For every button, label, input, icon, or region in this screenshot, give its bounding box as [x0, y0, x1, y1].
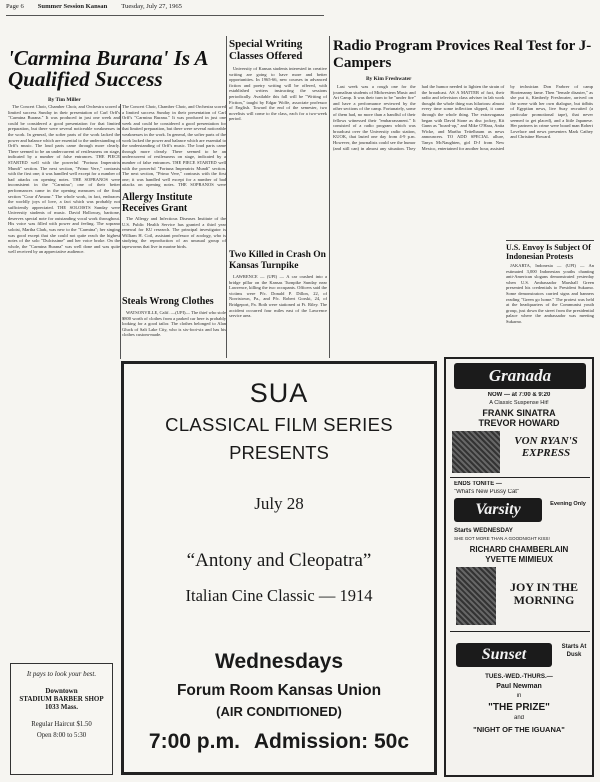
granada-logo: Granada	[454, 363, 586, 389]
granada-star2: TREVOR HOWARD	[478, 418, 560, 428]
carmina-body: The Concert Choir, Chamber Choir, and Orchestra scored a limited success Sunday in their presentation of Carl Orff's "Carmina Burana." It was produced in just one week and could be considered a good presentation for that limited preparation, but there were several noticeable weaknesses in the work. In general, the softer parts of the work lacked the power and balance which are essential to the understanding of Orff's music. The loud parts came through more clearly. There seemed to be an undercurrent of restlessness on stage, indicated by a number of false entrances. THE PIECE STARTED well with the powerful "Fortuna Imperatrix Mundi" section. The next section, "Primo Vere," contrasts with the first one; it was handled well except for a number of bad attacks on opening notes. THE SOPRANOS were inconsistent in the "Carmina"; one of their better performances came in the opening measures of the final section "Cour d'Amour." The whole work, in fact, embraces the worldly joys of love, a fact which was probably not sufficiently appreciated. THE SOLOISTS Sunday were University students of music. David Holloway, baritone, deserves special note for outstanding vocal work throughout. His voice was filled with power and feeling. The soprano soloist, Martha Clark, was new to the "Carmina"; her singing was good except that she could not quite reach the highest notes of the solo "Dulcissime" and her voice broke. On the whole, the "Carmina Burana" was well done and was quite well received by an appreciative audience.	[8, 104, 120, 255]
sua-film-desc: Italian Cine Classic — 1914	[185, 586, 373, 605]
column-rule	[329, 36, 330, 358]
carmina-body-continued: The Concert Choir, Chamber Choir, and Orchestra scored a limited success Sunday in their presentation of Carl Orff's "Carmina Burana." It was produced in just one week and could be considered a good presentation for that limited preparation, but there were several noticeable weaknesses in the work. In general, the softer parts of the work lacked the power and balance which are essential to the understanding of Orff's music. The loud parts came through more clearly. There seemed to be an undercurrent of restlessness on stage, indicated by a number of false entrances. THE PIECE STARTED well with the powerful "Fortuna Imperatrix Mundi" section. The next section, "Primo Vere," contrasts with the first one; it was handled well except for a number of bad attacks on opening notes. THE SOPRANOS were	[122, 104, 226, 188]
sua-venue: Forum Room Kansas Union	[176, 682, 382, 699]
sua-time: 7:00 p.m.	[148, 730, 240, 753]
carmina-byline: By Tim Miller	[48, 97, 81, 103]
varsity-starts: Starts WEDNESDAY	[454, 527, 513, 534]
sua-org: SUA	[249, 378, 309, 408]
writing-headline: Special Writing Classes Offered	[229, 38, 303, 62]
sunset-logo: Sunset	[456, 643, 552, 667]
issue-date: Tuesday, July 27, 1965	[121, 3, 182, 10]
radio-headline: Radio Program Provices Real Test for J-Campers	[333, 38, 592, 71]
varsity-show: Evening Only	[550, 501, 586, 507]
sua-admission: Admission: 50c	[253, 730, 410, 753]
envoy-headline: U.S. Envoy Is Subject Of Indonesian Protests	[506, 240, 594, 261]
paper-name: Summer Session Kansan	[37, 3, 108, 10]
varsity-star1: RICHARD CHAMBERLAIN	[469, 545, 569, 554]
sua-date: July 28	[254, 494, 304, 513]
column-rule	[120, 104, 121, 359]
granada-photo	[452, 431, 500, 473]
steals-headline: Steals Wrong Clothes	[122, 296, 214, 307]
granada-tag: A Classic Suspense Hit!	[489, 400, 549, 406]
granada-title: VON RYAN'S EXPRESS	[514, 435, 578, 459]
varsity-star2: YVETTE MIMIEUX	[485, 555, 553, 564]
sunset-in: in	[516, 693, 522, 699]
sua-series: CLASSICAL FILM SERIES	[165, 414, 393, 435]
masthead-rule	[6, 15, 324, 16]
writing-body: University of Kansas students interested in creative writing are going to have more and better opportunities. In 1965-66, new courses in advanced fiction and poetry writing will be offered, with established writers instructing the sessions periodically. Available this fall will be "Writing of Fiction," taught by Edgar Wolfe, associate professor of English. Toward the end of the semester, two novelists will come to the class, each for a two-week period.	[229, 66, 327, 122]
ad-divider	[450, 631, 590, 632]
movie-ads	[444, 357, 594, 777]
granada-star1: FRANK SINATRA	[482, 408, 556, 418]
varsity-photo	[456, 567, 496, 625]
radio-body: Last week was a rough one for the journalism students of Midwestern Music and Art Camp. It was their turn to be "under fire" and have a performance reviewed by the other sections of the camp. Fortunately, some of them had, no more than a handful of their fellows witnessed their "embarrassment." It consisted of a radio program which was broadcast over the University radio station, KUOK, that lasted one day from 4-9 p.m. However, the journalists could see the humor (and still can) in almost any situation. They had the humor needed to lighten the strain of the broadcast. AS A MATTER of fact, their radio and television class adviser in lab work thought the whole thing was hilarious: almost every time some inflection slipped, it came through the whole thing. The extravaganza began with David Stone as disc jockey, Kit Gunn as "board-op," and Mike O'Hara, Anita Wicke, and Martha Teitelbaum as news announcers. TO ADD SPECIAL allure, Tanya McNaughten, girl D-J from New Mexico, entertained for another hour, assisted by technician Don Farbrer of camp Hootenanny fame. Then "female disaster," as she put it, Kimberly Freshwater, arrived on the scene with her own dialogue, but tidbits of Egyptian news, live Suzy recruited (a particular promotional tape), that never seemed to get placed), and a little Japanese. Her partners in crime were board man Robert Lovelace and news presenters Mark Cathey and Christine Howard.	[333, 84, 593, 151]
radio-byline: By Kim Freshwater	[366, 76, 412, 82]
sunset-title1: "THE PRIZE"	[488, 702, 550, 713]
sua-ac: (AIR CONDITIONED)	[216, 704, 342, 719]
sunset-days: TUES.-WED.-THURS.—	[485, 673, 553, 680]
crash-headline: Two Killed in Crash On Kansas Turnpike	[229, 250, 326, 271]
ad-divider	[450, 477, 590, 478]
carmina-body-col1	[8, 104, 120, 659]
allergy-body: The Allergy and Infectious Diseases Institute of the U.S. Public Health Service has granted a third year renewal for KU research. The principal investigator is William H. Coil, assistant professor of zoology, who is studying the reproduction of an unusual group of tapeworms that live in marine birds.	[122, 216, 226, 249]
steals-body: WATSONVILLE, Calif. —(UPI)— The thief who stole $800 worth of clothes from a parked car here is probably looking for a good tailor. The clothes belonged to Alan Gluck of Salt Lake City, who is six-foot-six and has his clothes custom-made.	[122, 310, 226, 338]
steals-body-col	[122, 310, 226, 360]
allergy-headline: Allergy Institute Receives Grant	[122, 192, 193, 214]
carmina-body-col2	[122, 104, 226, 188]
varsity-ends: ENDS TONITE —	[454, 481, 502, 487]
granada-now: NOW — at 7:00 & 9:20	[487, 392, 551, 398]
varsity-title: JOY IN THE MORNING	[509, 581, 578, 607]
barber-hours: Open 8:00 to 5:30	[36, 732, 87, 739]
sunset-and: and	[513, 715, 524, 721]
barber-name: STADIUM BARBER SHOP	[19, 695, 104, 703]
column-rule	[226, 36, 227, 358]
sua-day: Wednesdays	[215, 650, 343, 673]
sunset-title2: "NIGHT OF THE IGUANA"	[473, 725, 565, 734]
sua-film-ad	[121, 361, 437, 775]
masthead	[6, 3, 324, 15]
barber-price: Regular Haircut $1.50	[31, 721, 92, 728]
sunset-starts: Starts At Dusk	[561, 644, 587, 658]
sua-presents: PRESENTS	[229, 442, 329, 463]
carmina-headline: 'Carmina Burana' Is A Qualified Success	[8, 46, 208, 91]
varsity-prev: "What's New Pussy Cat"	[454, 489, 520, 495]
sua-time-row	[124, 730, 434, 754]
barber-ad	[10, 663, 113, 775]
page-number: Page 6	[6, 3, 24, 10]
crash-body-col	[229, 274, 327, 359]
envoy-body: JAKARTA, Indonesia — (UPI) — An estimated 3,000 Indonesian youths chanting anti-American slogans demonstrated yesterday when U.S. Ambassador Marshall Green presented his credentials to President Sukarno. Some demonstrators carried signs and banners reading "Green go home." The protest was held at the headquarters of the Communist youth group, just down the street from the presidential palace where the ambassador was meeting Sukarno.	[506, 263, 594, 324]
varsity-tag: SHE GOT MORE THAN A GOODNIGHT KISS!	[454, 536, 550, 541]
barber-tagline: It pays to look your best.	[26, 670, 97, 678]
envoy-article	[506, 240, 594, 357]
envoy-body-col	[506, 263, 594, 358]
allergy-body-col	[122, 216, 226, 292]
varsity-logo: Varsity	[454, 498, 542, 522]
sunset-star: Paul Newman	[496, 683, 542, 690]
barber-line1: Downtown	[45, 687, 78, 695]
crash-body: LAWRENCE — (UPI) — A car crashed into a bridge pillar on the Kansas Turnpike Sunday near Lawrence, killing the two occupants. Officers said the victims were Pfc. Donald P. Dillon, 22, of Norristown, Pa., and Pfc. Robert Gorski, 24, of Bridgeport, Pa. Both were stationed at Ft. Riley. The accident occurred four miles east of the Lawrence service area.	[229, 274, 327, 319]
barber-address: 1033 Mass.	[44, 703, 79, 711]
writing-body-col	[229, 66, 327, 246]
sua-film-title: “Antony and Cleopatra”	[186, 550, 372, 571]
